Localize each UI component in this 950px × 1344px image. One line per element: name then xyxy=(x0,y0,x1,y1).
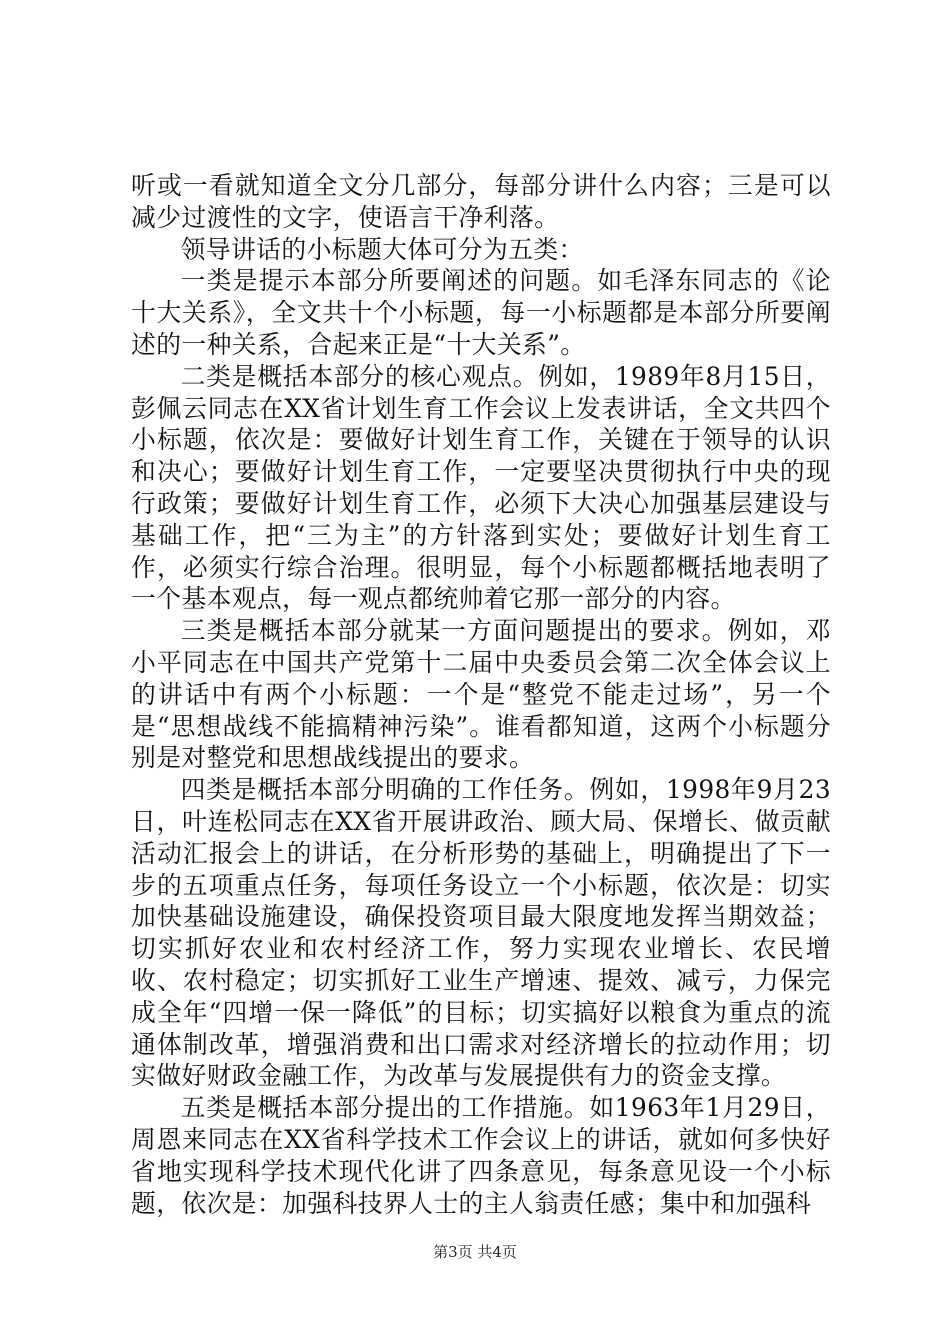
document-body xyxy=(131,170,831,1219)
paragraph-continuation: 听或一看就知道全文分几部分，每部分讲什么内容；三是可以减少过渡性的文字，使语言干净利落。 xyxy=(131,171,831,232)
paragraph-type-two: 二类是概括本部分的核心观点。例如，1989年8月15日，彭佩云同志在XX省计划生育工作会议上发表讲话，全文共四个小标题，依次是：要做好计划生育工作，关键在于领导的认识和决心；要做好计划生育工作，一定要坚决贯彻执行中央的现行政策；要做好计划生育工作，必须下大决心加强基层建设与基础工作，把“三为主”的方针落到实处；要做好计划生育工作，必须实行综合治理。很明显，每个小标题都概括地表明了一个基本观点，每一观点都统帅着它那一部分的内容。 xyxy=(131,361,831,614)
paragraph-type-one: 一类是提示本部分所要阐述的问题。如毛泽东同志的《论十大关系》，全文共十个小标题，每一小标题都是本部分所要阐述的一种关系，合起来正是“十大关系”。 xyxy=(131,266,831,359)
paragraph-type-five: 五类是概括本部分提出的工作措施。如1963年1月29日，周恩来同志在XX省科学技术工作会议上的讲话，就如何多快好省地实现科学技术现代化讲了四条意见，每条意见设一个小标题，依次是：加强科技界人士的主人翁责任感；集中和加强科 xyxy=(131,1093,831,1218)
page-footer: 第3页 共4页 xyxy=(433,1243,517,1261)
paragraph-intro: 领导讲话的小标题大体可分为五类： xyxy=(180,234,584,264)
paragraph-type-four: 四类是概括本部分明确的工作任务。例如，1998年9月23日，叶连松同志在XX省开展讲政治、顾大局、保增长、做贡献活动汇报会上的讲话，在分析形势的基础上，明确提出了下一步的五项重点任务，每项任务设立一个小标题，依次是：切实加快基础设施建设，确保投资项目最大限度地发挥当期效益；切实抓好农业和农村经济工作，努力实现农业增长、农民增收、农村稳定；切实抓好工业生产增速、提效、减亏，力保完成全年“四增一保一降低”的目标；切实搞好以粮食为重点的流通体制改革，增强消费和出口需求对经济增长的拉动作用；切实做好财政金融工作，为改革与发展提供有力的资金支撑。 xyxy=(131,775,831,1091)
paragraph-type-three: 三类是概括本部分就某一方面问题提出的要求。例如，邓小平同志在中国共产党第十二届中央委员会第二次全体会议上的讲话中有两个小标题：一个是“整党不能走过场”，另一个是“思想战线不能搞精神污染”。谁看都知道，这两个小标题分别是对整党和思想战线提出的要求。 xyxy=(131,616,831,773)
